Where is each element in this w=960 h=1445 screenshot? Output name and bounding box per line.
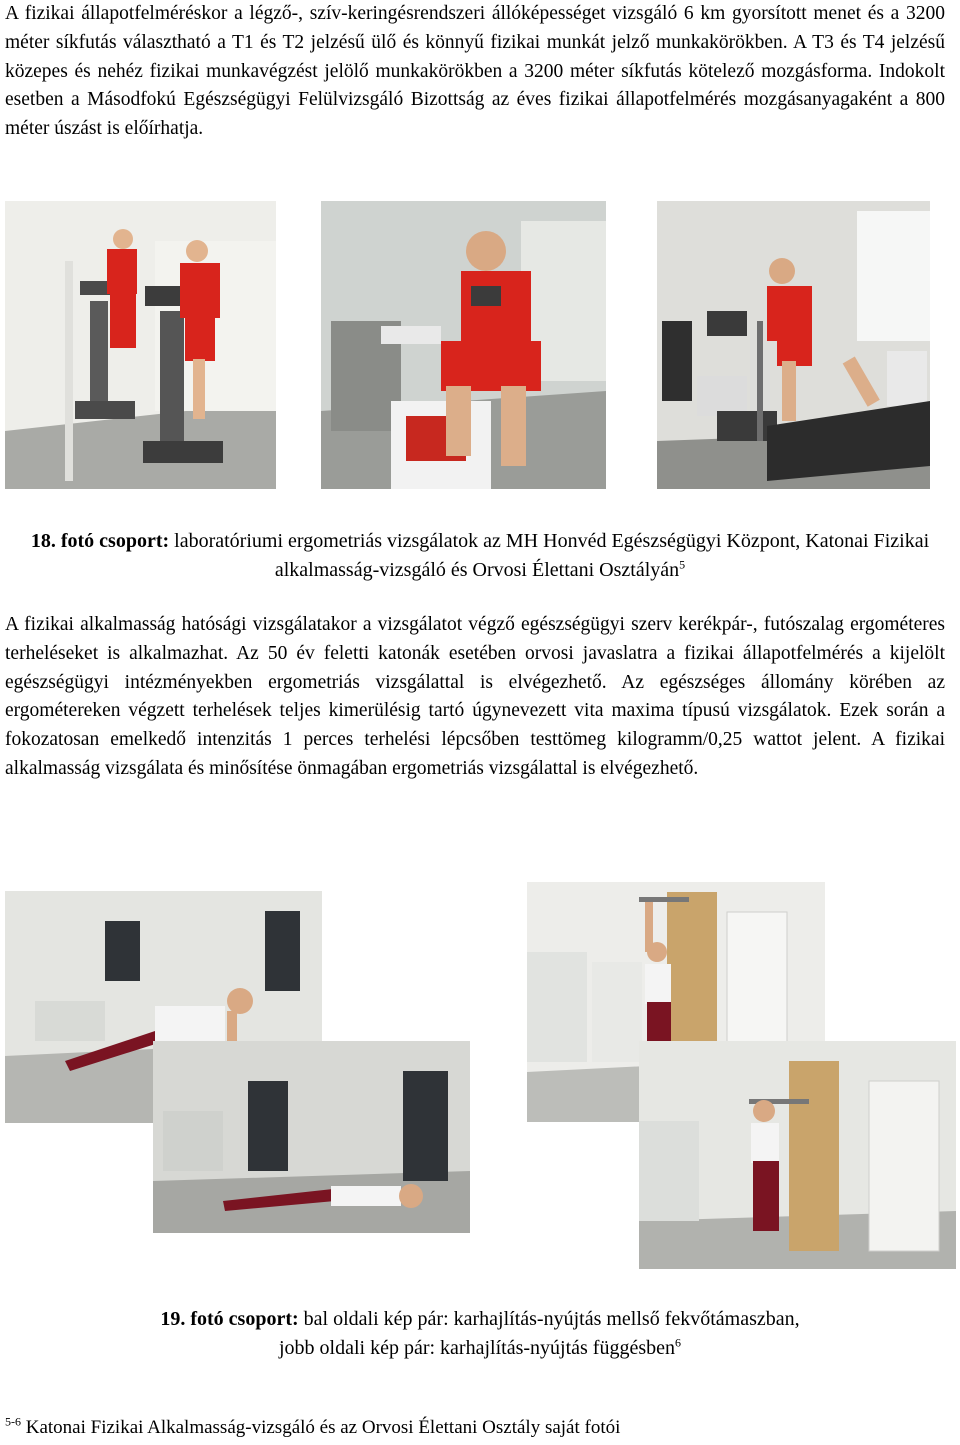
photo-caption-18: [0, 527, 960, 585]
footnote-number: 5-6: [5, 1414, 21, 1429]
caption-text: laboratóriumi ergometriás vizsgálatok az MH Honvéd Egészségügyi Központ, Katonai Fizikai alkalmasság-vizsgáló és Orvosi Élettani Osztályán: [169, 530, 930, 581]
intro-paragraph: A fizikai állapotfelméréskor a légző-, szív-keringésrendszeri állóképességet vizsgáló 6 km gyorsított menet és a 3200 méter síkfutás választható a T1 és T2 jelzésű ülő és könnyű fizikai munkát jelző munkakörökben. A T3 és T4 jelzésű közepes és nehéz fizikai munkavégzést jelölő munkakörökben a 3200 méter síkfutás kötelező mozgásforma. Indokolt esetben a Másodfokú Egészségügyi Felülvizsgáló Bizottság az éves fizikai állapotfelmérés mozgásanyagaként a 800 méter úszást is előírhatja.: [5, 3, 945, 140]
photo-caption-19: [0, 1305, 960, 1363]
body-paragraph: A fizikai alkalmasság hatósági vizsgálatakor a vizsgálatot végző egészségügyi szerv kerékpár-, futószalag ergométeres terheléseket is alkalmazhat. Az 50 év feletti katonák esetében orvosi javaslatra a fizikai állapotfelmérés a kijelölt egészségügyi intézményekben ergometriás vizsgálattal is elvégezhető. Az egészséges állomány körében az ergométereken végzett terhelések teljes kimerülésig tartó úgynevezett vita maxima típusú vizsgálatok. Ezek során a fokozatosan emelkedő intenzitás 1 perces terhelési lépcsőben testtömeg kilogramm/0,25 wattot jelent. A fizikai alkalmasság vizsgálata és minősítése önmagában ergometriás vizsgálattal is elvégezhető.: [5, 614, 945, 779]
footnote-text: Katonai Fizikai Alkalmasság-vizsgáló és az Orvosi Élettani Osztály saját fotói: [21, 1417, 621, 1438]
photo-pushup-down-position: [153, 1041, 470, 1233]
photo-hanging-bent-arms: [639, 1041, 956, 1269]
caption-line-2: jobb oldali kép pár: karhajlítás-nyújtás függésben: [278, 1337, 675, 1359]
caption-line-1: bal oldali kép pár: karhajlítás-nyújtás mellső fekvőtámaszban,: [298, 1308, 800, 1330]
photo-cyclist-blood-pressure: [321, 201, 606, 489]
caption-label: 19. fotó csoport:: [160, 1308, 299, 1330]
photo-two-cyclists-ergometer: [5, 201, 276, 489]
caption-label: 18. fotó csoport:: [30, 530, 170, 552]
footnote-ref: 6: [675, 1335, 681, 1350]
footnote: [5, 1416, 620, 1440]
footnote-ref: 5: [679, 557, 686, 572]
photo-treadmill-runner: [657, 201, 930, 489]
